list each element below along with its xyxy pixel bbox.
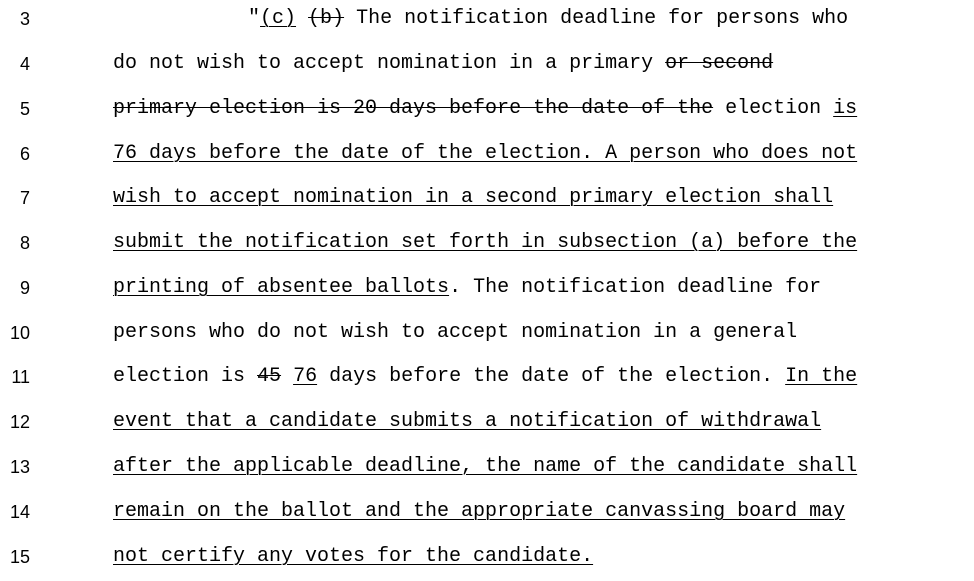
text-segment: . The notification deadline for — [449, 276, 822, 299]
inserted-text: not certify any votes for the candidate. — [113, 545, 594, 568]
text-segment: election — [713, 97, 834, 120]
line-text — [113, 228, 857, 258]
document-line — [0, 4, 974, 34]
inserted-text: event that a candidate submits a notification of withdrawal — [113, 410, 822, 433]
document-line — [0, 94, 974, 124]
line-number: 8 — [19, 233, 30, 253]
text-segment: " — [248, 7, 261, 30]
document-line — [0, 542, 974, 572]
document-line — [0, 362, 974, 392]
line-text — [113, 273, 821, 303]
line-text — [113, 318, 797, 348]
line-number: 13 — [9, 457, 30, 477]
text-segment: persons who do not wish to accept nomination in a general — [113, 321, 798, 344]
text-segment: days before the date of the election. — [317, 365, 786, 388]
deleted-text: (b) — [308, 7, 345, 30]
line-text — [113, 542, 593, 572]
document-line — [0, 318, 974, 348]
line-number: 5 — [19, 99, 30, 119]
line-text — [248, 4, 848, 34]
inserted-text: (c) — [260, 7, 297, 30]
line-number: 3 — [19, 9, 30, 29]
line-number: 10 — [9, 323, 30, 343]
line-text — [113, 183, 833, 213]
deleted-text: or second — [665, 52, 774, 75]
line-number: 7 — [19, 188, 30, 208]
deleted-text: primary election is 20 days before the date of the — [113, 97, 714, 120]
line-number: 4 — [19, 54, 30, 74]
inserted-text: submit the notification set forth in subsection (a) before the — [113, 231, 858, 254]
inserted-text: wish to accept nomination in a second primary election shall — [113, 186, 834, 209]
document-line — [0, 273, 974, 303]
document-line — [0, 49, 974, 79]
document-line — [0, 452, 974, 482]
inserted-text: 76 — [293, 365, 318, 388]
inserted-text: is — [833, 97, 858, 120]
document-line — [0, 407, 974, 437]
line-number: 12 — [9, 412, 30, 432]
line-number: 6 — [19, 144, 30, 164]
line-number: 15 — [9, 547, 30, 567]
document-line — [0, 139, 974, 169]
inserted-text: remain on the ballot and the appropriate canvassing board may — [113, 500, 846, 523]
deleted-text: 45 — [257, 365, 282, 388]
line-text — [113, 362, 857, 392]
inserted-text: In the — [785, 365, 858, 388]
document-line — [0, 497, 974, 527]
line-text — [113, 452, 857, 482]
line-text — [113, 49, 773, 79]
text-segment — [281, 365, 293, 388]
line-text — [113, 407, 821, 437]
inserted-text: 76 days before the date of the election. A person who does not — [113, 142, 858, 165]
inserted-text: after the applicable deadline, the name of the candidate shall — [113, 455, 858, 478]
line-number: 14 — [9, 502, 30, 522]
document-line — [0, 228, 974, 258]
text-segment — [296, 7, 308, 30]
line-number: 9 — [19, 278, 30, 298]
text-segment: election is — [113, 365, 258, 388]
document-line — [0, 183, 974, 213]
line-text — [113, 139, 857, 169]
line-text — [113, 497, 845, 527]
line-text — [113, 94, 857, 124]
inserted-text: printing of absentee ballots — [113, 276, 450, 299]
line-number: 11 — [11, 367, 30, 387]
text-segment: do not wish to accept nomination in a primary — [113, 52, 666, 75]
text-segment: The notification deadline for persons who — [344, 7, 849, 30]
